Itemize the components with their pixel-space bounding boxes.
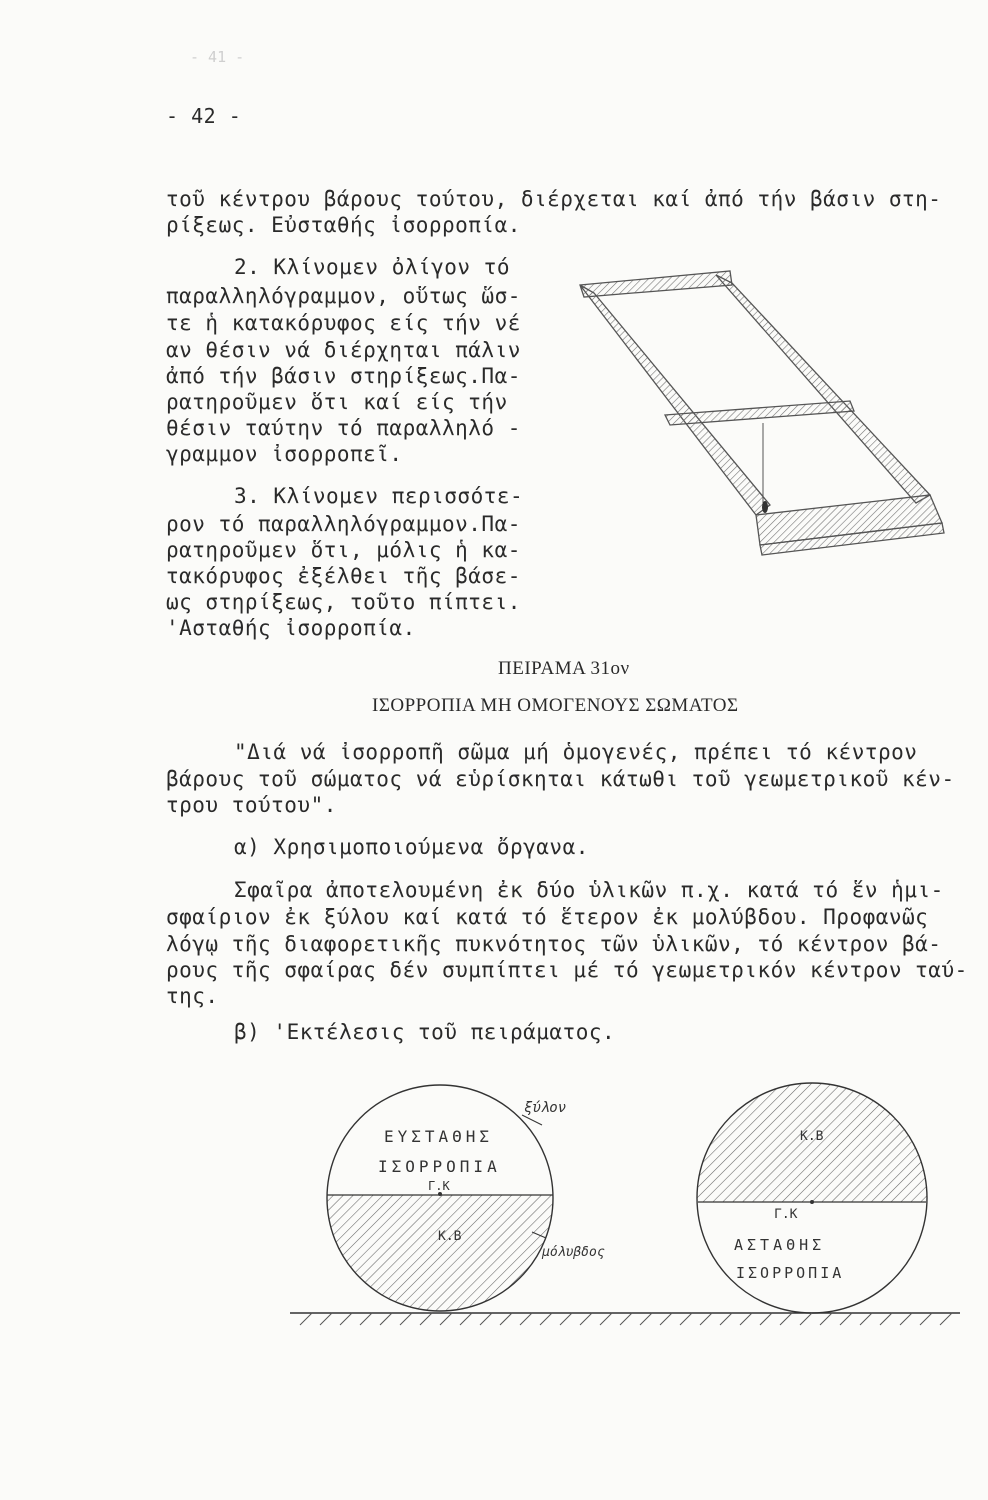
right-kv-label: Κ.Β [800, 1129, 824, 1144]
stable-label-2: ΙΣΟΡΡΟΠΙΑ [378, 1157, 501, 1176]
section-a-heading: α) Χρησιμοποιούμενα ὄργανα. [234, 835, 589, 859]
item-3-line: ρον τό παραλληλόγραμμον.Πα- [166, 512, 521, 536]
quote-line: βάρους τοῦ σώματος νά εὑρίσκηται κάτωθι τοῦ γεωμετρικοῦ κέν- [166, 767, 955, 791]
right-gk-label: Γ.Κ [774, 1207, 798, 1222]
item-2-line: ἀπό τήν βάσιν στηρίξεως.Πα- [166, 364, 521, 388]
left-gk-label: Γ.Κ [428, 1179, 450, 1193]
body-line: ρους τῆς σφαίρας δέν συμπίπτει μέ τό γεωμετρικόν κέντρον ταύ- [166, 958, 968, 982]
quote-line: τρου τούτου". [166, 793, 337, 817]
unstable-label-1: ΑΣΤΑΘΗΣ [734, 1236, 826, 1254]
spheres-figure [280, 1080, 970, 1340]
item-2-line: ρατηροῦμεν ὅτι καί είς τήν [166, 390, 508, 414]
item-2-line: παραλληλόγραμμον, οὕτως ὥσ- [166, 284, 521, 308]
section-b-heading: β) 'Εκτέλεσις τοῦ πειράματος. [234, 1020, 616, 1044]
faint-header: - 41 - [190, 48, 245, 66]
page-number: - 42 - [166, 104, 242, 128]
lead-label: μόλυβδος [542, 1245, 605, 1260]
body-line: λόγῳ τῆς διαφορετικῆς πυκνότητος τῶν ὑλικῶν, τό κέντρον βά- [166, 932, 942, 956]
experiment-title: ΠΕΙΡΑΜΑ 31ον [498, 658, 630, 679]
item-2-line: γραμμον ἰσορροπεῖ. [166, 442, 403, 466]
unstable-label-2: ΙΣΟΡΡΟΠΙΑ [736, 1264, 845, 1282]
item-3-line: ως στηρίξεως, τοῦτο πίπτει. [166, 590, 521, 614]
item-3-line: 3. Κλίνομεν περισσότε- [234, 484, 524, 508]
item-3-line: ρατηροῦμεν ὅτι, μόλις ἡ κα- [166, 538, 521, 562]
item-2-line: 2. Κλίνομεν ὀλίγον τό [234, 255, 511, 279]
item-3-line: τακόρυφος ἐξέλθει τῆς βάσε- [166, 564, 521, 588]
tilted-parallelogram-figure [570, 265, 970, 575]
item-2-line: θέσιν ταύτην τό παραλληλό - [166, 416, 521, 440]
top-paragraph-line: τοῦ κέντρου βάρους τούτου, διέρχεται καί ἀπό τήν βάσιν στη- [166, 187, 942, 211]
item-2-line: αν θέσιν νά διέρχηται πάλιν [166, 338, 521, 362]
experiment-subtitle: ΙΣΟΡΡΟΠΙΑ ΜΗ ΟΜΟΓΕΝΟΥΣ ΣΩΜΑΤΟΣ [372, 695, 739, 716]
body-line: Σφαῖρα ἀποτελουμένη ἐκ δύο ὑλικῶν π.χ. κατά τό ἕν ἡμι- [234, 878, 944, 902]
item-3-line: 'Ασταθής ἰσορροπία. [166, 616, 416, 640]
body-line: της. [166, 984, 219, 1008]
stable-label-1: ΕΥΣΤΑΘΗΣ [384, 1127, 494, 1146]
quote-line: "Διά νά ἰσορροπῆ σῶμα μή ὁμογενές, πρέπει τό κέντρον [234, 740, 918, 764]
wood-label: ξύλον [524, 1100, 567, 1116]
top-paragraph-line: ρίξεως. Εὐσταθής ἰσορροπία. [166, 213, 521, 237]
item-2-line: τε ἡ κατακόρυφος είς τήν νέ [166, 311, 521, 335]
body-line: σφαίριον ἐκ ξύλου καί κατά τό ἕτερον ἐκ μολύβδου. Προφανῶς [166, 905, 929, 929]
left-kv-label: Κ.Β [438, 1229, 462, 1244]
